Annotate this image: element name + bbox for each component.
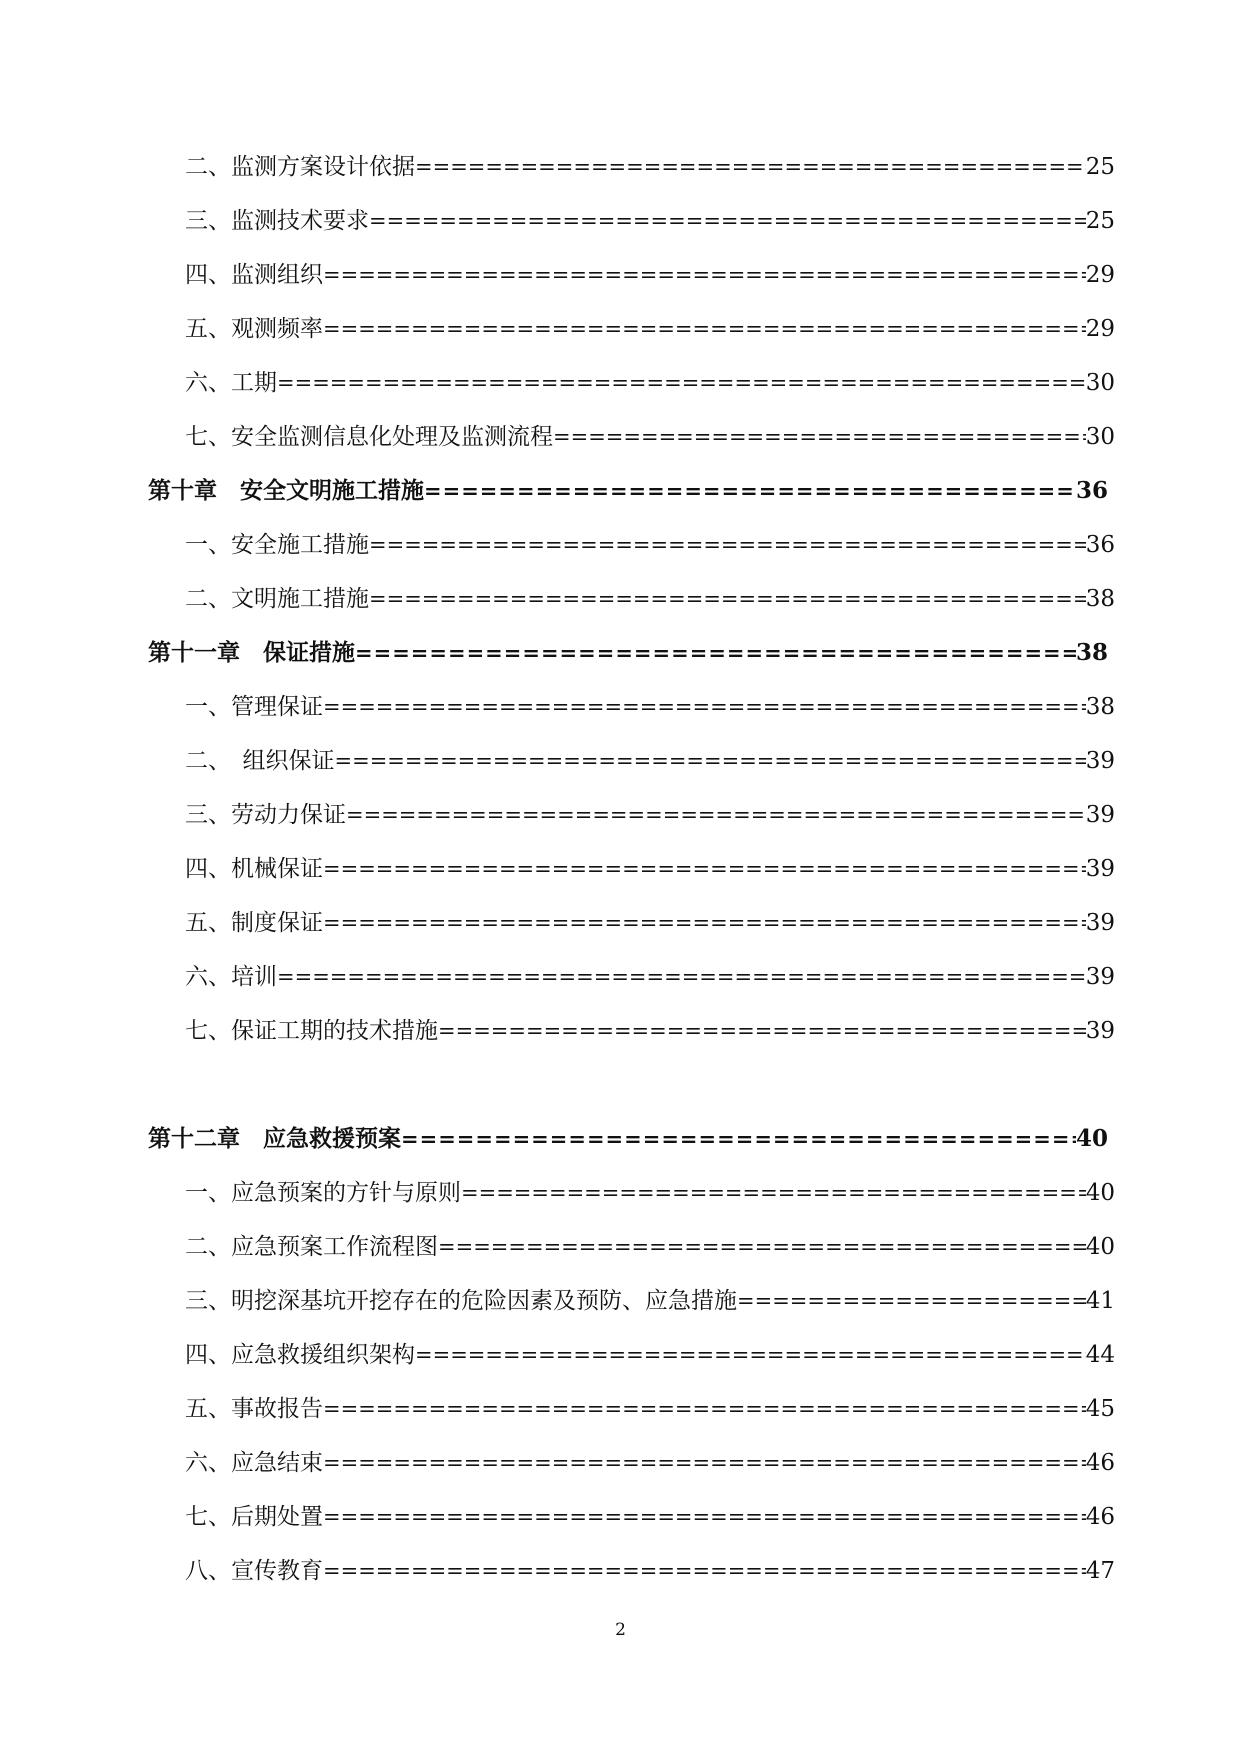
toc-entry-page: 40 bbox=[1085, 1234, 1115, 1260]
toc-leader bbox=[737, 1289, 1086, 1313]
toc-section-entry[interactable] bbox=[185, 1174, 1115, 1207]
toc-entry-page: 39 bbox=[1085, 856, 1115, 882]
toc-entry-title: 三、劳动力保证 bbox=[185, 802, 346, 828]
toc-entry-title: 六、培训 bbox=[185, 964, 277, 990]
toc-entry-title: 四、机械保证 bbox=[185, 856, 323, 882]
toc-leader bbox=[369, 209, 1086, 233]
toc-section-entry[interactable] bbox=[185, 958, 1115, 991]
toc-entry-title: 第十一章 保证措施 bbox=[148, 639, 355, 666]
toc-entry-page: 40 bbox=[1075, 1125, 1108, 1152]
toc-entry-title: 第十章 安全文明施工措施 bbox=[148, 477, 424, 504]
toc-entry-title: 三、监测技术要求 bbox=[185, 208, 369, 234]
toc-entry-page: 25 bbox=[1085, 208, 1115, 234]
toc-entry-title: 一、管理保证 bbox=[185, 694, 323, 720]
toc-leader bbox=[323, 1451, 1086, 1475]
toc-leader bbox=[415, 155, 1086, 179]
toc-entry-title: 六、工期 bbox=[185, 370, 277, 396]
toc-entry-page: 38 bbox=[1075, 639, 1108, 666]
toc-section-entry[interactable] bbox=[185, 310, 1115, 343]
toc-leader bbox=[277, 965, 1086, 989]
toc-entry-page: 41 bbox=[1085, 1288, 1115, 1314]
toc-leader bbox=[323, 1397, 1086, 1421]
toc-section-entry[interactable] bbox=[185, 202, 1115, 235]
toc-entry-page: 38 bbox=[1085, 586, 1115, 612]
toc-leader bbox=[438, 1235, 1086, 1259]
toc-entry-page: 38 bbox=[1085, 694, 1115, 720]
toc-entry-page: 46 bbox=[1085, 1450, 1115, 1476]
toc-leader bbox=[323, 263, 1086, 287]
toc-leader bbox=[323, 1559, 1086, 1583]
toc-leader bbox=[323, 1505, 1086, 1529]
toc-leader bbox=[355, 640, 1076, 665]
toc-entry-title: 第十二章 应急救援预案 bbox=[148, 1125, 401, 1152]
toc-section-entry[interactable] bbox=[185, 1228, 1115, 1261]
toc-entry-title: 七、保证工期的技术措施 bbox=[185, 1018, 438, 1044]
toc-entry-title: 二、文明施工措施 bbox=[185, 586, 369, 612]
toc-section-entry[interactable] bbox=[185, 1498, 1115, 1531]
toc-section-entry[interactable] bbox=[185, 256, 1115, 289]
toc-leader bbox=[401, 1126, 1076, 1151]
toc-entry-page: 30 bbox=[1085, 424, 1115, 450]
toc-section-entry[interactable] bbox=[185, 1390, 1115, 1423]
toc-chapter-entry[interactable] bbox=[148, 634, 1108, 667]
toc-leader bbox=[323, 317, 1086, 341]
toc-entry-title: 五、制度保证 bbox=[185, 910, 323, 936]
toc-section-entry[interactable] bbox=[185, 904, 1115, 937]
toc-entry-page: 46 bbox=[1085, 1504, 1115, 1530]
toc-section-entry[interactable] bbox=[185, 796, 1115, 829]
toc-entry-title: 一、安全施工措施 bbox=[185, 532, 369, 558]
toc-entry-page: 39 bbox=[1085, 1018, 1115, 1044]
page-number: 2 bbox=[615, 1620, 626, 1640]
toc-entry-title: 一、应急预案的方针与原则 bbox=[185, 1180, 461, 1206]
toc-entry-page: 40 bbox=[1085, 1180, 1115, 1206]
toc-entry-title: 八、宣传教育 bbox=[185, 1558, 323, 1584]
toc-entry-page: 45 bbox=[1085, 1396, 1115, 1422]
toc-section-entry[interactable] bbox=[185, 418, 1115, 451]
toc-leader bbox=[415, 1343, 1086, 1367]
toc-entry-page: 44 bbox=[1085, 1342, 1115, 1368]
toc-entry-title: 七、后期处置 bbox=[185, 1504, 323, 1530]
toc-section-entry[interactable] bbox=[185, 850, 1115, 883]
toc-section-entry[interactable] bbox=[185, 688, 1115, 721]
toc-section-entry[interactable] bbox=[185, 526, 1115, 559]
toc-entry-page: 29 bbox=[1085, 316, 1115, 342]
toc-entry-page: 29 bbox=[1085, 262, 1115, 288]
toc-leader bbox=[323, 857, 1086, 881]
toc-leader bbox=[424, 478, 1076, 503]
toc-entry-page: 39 bbox=[1085, 964, 1115, 990]
toc-entry-title: 四、监测组织 bbox=[185, 262, 323, 288]
toc-entry-page: 39 bbox=[1085, 802, 1115, 828]
toc-section-entry[interactable] bbox=[185, 1012, 1115, 1045]
toc-entry-title: 七、安全监测信息化处理及监测流程 bbox=[185, 424, 553, 450]
toc-entry-title: 四、应急救援组织架构 bbox=[185, 1342, 415, 1368]
toc-section-entry[interactable] bbox=[185, 1336, 1115, 1369]
toc-leader bbox=[335, 749, 1086, 773]
toc-section-entry[interactable] bbox=[185, 1552, 1115, 1585]
toc-leader bbox=[461, 1181, 1086, 1205]
toc-leader bbox=[323, 695, 1086, 719]
toc-entry-page: 30 bbox=[1085, 370, 1115, 396]
toc-entry-title: 五、观测频率 bbox=[185, 316, 323, 342]
toc-entry-page: 25 bbox=[1085, 154, 1115, 180]
toc-entry-page: 36 bbox=[1075, 477, 1108, 504]
toc-leader bbox=[346, 803, 1086, 827]
toc-entry-page: 39 bbox=[1085, 748, 1115, 774]
toc-leader bbox=[369, 533, 1086, 557]
toc-section-entry[interactable] bbox=[185, 1444, 1115, 1477]
toc-section-entry[interactable] bbox=[185, 364, 1115, 397]
toc-section-entry[interactable] bbox=[185, 1282, 1115, 1315]
toc-chapter-entry[interactable] bbox=[148, 1120, 1108, 1153]
toc-leader bbox=[277, 371, 1086, 395]
toc-entry-page: 39 bbox=[1085, 910, 1115, 936]
toc-chapter-entry[interactable] bbox=[148, 472, 1108, 505]
toc-entry-title: 二、应急预案工作流程图 bbox=[185, 1234, 438, 1260]
toc-section-entry[interactable] bbox=[185, 580, 1115, 613]
toc-entry-title: 五、事故报告 bbox=[185, 1396, 323, 1422]
toc-leader bbox=[369, 587, 1086, 611]
toc-entry-title: 二、 组织保证 bbox=[185, 748, 335, 774]
toc-entry-page: 36 bbox=[1085, 532, 1115, 558]
toc-entry-title: 二、监测方案设计依据 bbox=[185, 154, 415, 180]
toc-leader bbox=[438, 1019, 1086, 1043]
toc-entry-title: 三、明挖深基坑开挖存在的危险因素及预防、应急措施 bbox=[185, 1288, 737, 1314]
toc-section-entry[interactable] bbox=[185, 148, 1115, 181]
toc-entry-page: 47 bbox=[1085, 1558, 1115, 1584]
toc-section-entry[interactable] bbox=[185, 742, 1115, 775]
toc-leader bbox=[553, 425, 1086, 449]
toc-entry-title: 六、应急结束 bbox=[185, 1450, 323, 1476]
toc-leader bbox=[323, 911, 1086, 935]
